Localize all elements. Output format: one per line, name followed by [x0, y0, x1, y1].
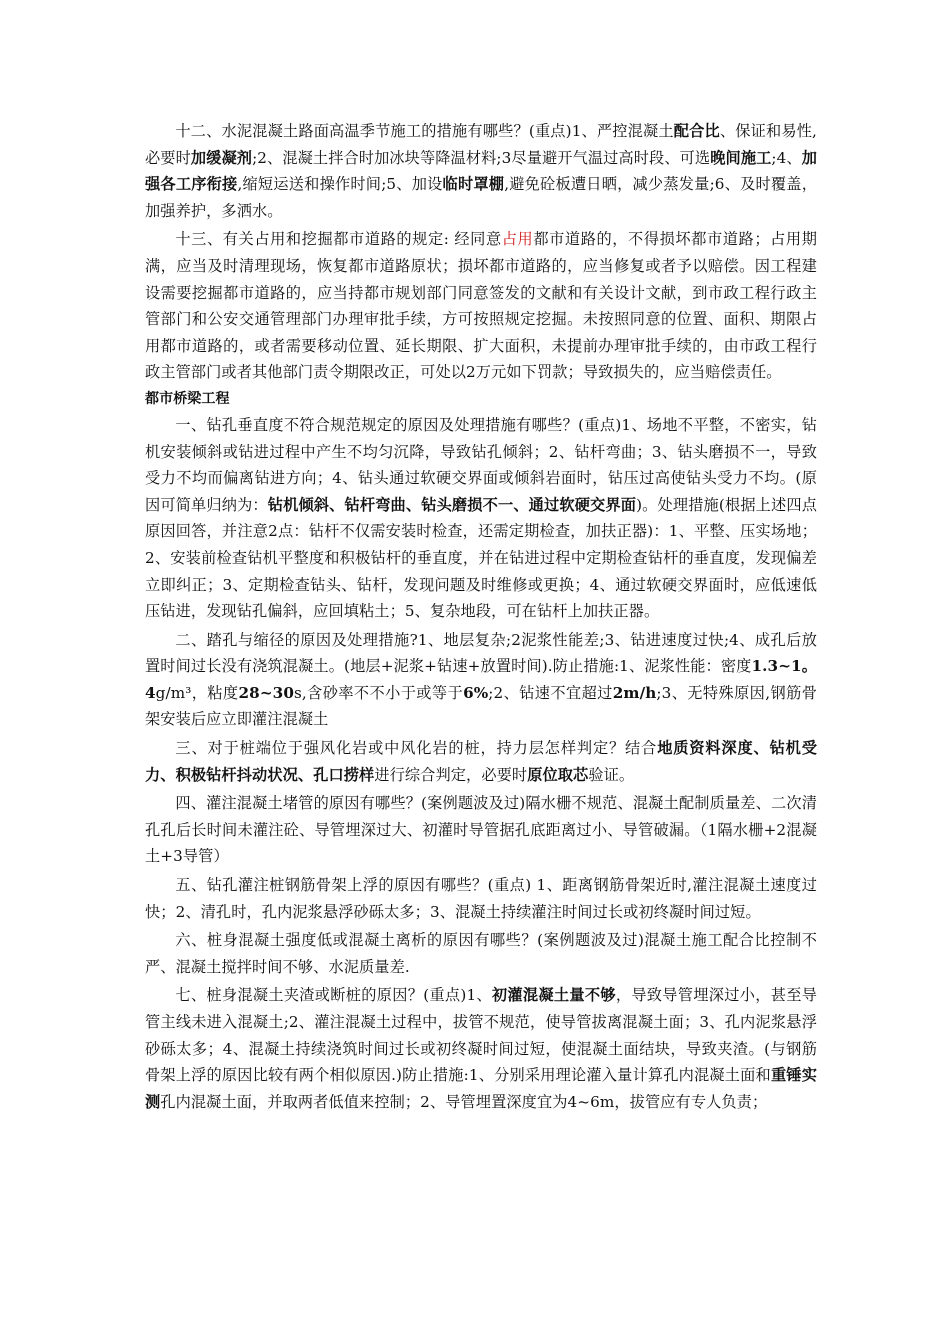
text-run: 七、桩身混凝土夹渣或断桩的原因？(重点)1、 [175, 986, 492, 1005]
bold-text: 重锤实测 [145, 1066, 817, 1111]
text-run: ,避免砼板遭日晒，减少蒸发量;6、及时覆盖，加强养护，多洒水。 [145, 175, 818, 220]
bold-text: 6% [463, 683, 489, 702]
bold-text: 2m/h [612, 683, 657, 702]
text-run: 二、踏孔与缩径的原因及处理措施?1、地层复杂;2泥浆性能差;3、钻进速度过快;4、成孔后放置时间过长没有浇筑混凝土。(地层+泥浆+钻速+放置时间).防止措施:1、泥浆性能：密度 [145, 630, 817, 676]
text-run: ;2、混凝土拌合时加冰块等降温材料;3尽量避开气温过高时段、可选 [252, 148, 711, 167]
text-run: s,含砂率不不小于或等于 [294, 683, 464, 702]
paragraph-b3 [145, 735, 817, 788]
text-run: 十二、水泥混凝土路面高温季节施工的措施有哪些？(重点)1、严控混凝土 [175, 122, 674, 140]
text-run: )。处理措施(根据上述四点原因回答，并注意2点：钻杆不仅需安装时检查，还需定期检查，加扶正器)：1、平整、压实场地；2、安装前检查钻机平整度和积极钻杆的垂直度，并在钻进过程中定期检查钻杆的垂直度，发现偏差立即纠正；3、定期检查钻头、钻杆，发现问题及时维修或更换；4、通过软硬交界面时，应低速低压钻进，发现钻孔偏斜，应回填粘土；5、复杂地段，可在钻杆上加扶正器。 [145, 495, 818, 621]
paragraph-b5 [145, 872, 817, 925]
bold-text: 配合比 [673, 122, 720, 140]
text-run: 五、钻孔灌注桩钢筋骨架上浮的原因有哪些？(重点) 1、距离钢筋骨架近时,灌注混凝土速度过快；2、清孔时，孔内泥浆悬浮砂砾太多；3、混凝土持续灌注时间过长或初终凝时间过短。 [145, 876, 817, 921]
bold-text: 地质资料深度、钻机受力、积极钻杆抖动状况、孔口捞样 [145, 739, 818, 784]
bold-text: 1.3~1。4 [145, 657, 817, 702]
text-run: ;3、无特殊原因,钢筋骨架安装后应立即灌注混凝土 [145, 683, 817, 729]
bold-text: 初灌混凝土量不够 [491, 986, 616, 1005]
road-section [145, 118, 817, 386]
text-run: 六、桩身混凝土强度低或混凝土离析的原因有哪些？(案例题波及过)混凝土施工配合比控制不严、混凝土搅拌时间不够、水泥质量差. [145, 931, 817, 976]
bridge-section [145, 412, 817, 1115]
paragraph-b4 [145, 790, 817, 870]
bold-text: 晚间施工 [710, 148, 772, 167]
document-page [145, 118, 817, 1115]
paragraph-b7 [145, 982, 817, 1115]
text-run: ，导致导管埋深过小，甚至导管主线未进入混凝土;2、灌注混凝土过程中，拔管不规范，使导管拔离混凝土面；3、孔内泥浆悬浮砂砾太多；4、混凝土持续浇筑时间过长或初终凝时间过短，使混凝土面结块，导致夹渣。(与钢筋骨架上浮的原因比较有两个相似原因.)防止措施:1、分别采用理论灌入量计算孔内混凝土面和 [145, 986, 817, 1085]
bold-text: 钻机倾斜、钻杆弯曲、钻头磨损不一、通过软硬交界面 [267, 495, 637, 514]
bold-text: 28~30 [238, 683, 294, 702]
text-run: 都市道路的，不得损坏都市道路；占用期满，应当及时清理现场，恢复都市道路原状；损坏都市道路的，应当修复或者予以赔偿。因工程建设需要挖掘都市道路的，应当持都市规划部门同意签发的文献和有关设计文献，到市政工程行政主管部门和公安交通管理部门办理审批手续，方可按照规定挖掘。未按照同意的位置、面积、期限占用都市道路的，或者需要移动位置、延长期限、扩大面积，未提前办理审批手续的，由市政工程行政主管部门或者其他部门责令期限改正，可处以2万元如下罚款；导致损失的，应当赔偿责任。 [145, 230, 817, 382]
bold-text: 加强各工序衔接 [145, 148, 817, 194]
text-run: ;4、 [771, 148, 802, 167]
paragraph-b2 [145, 627, 817, 733]
paragraph-p12 [145, 118, 817, 224]
text-run: 三、对于桩端位于强风化岩或中风化岩的桩，持力层怎样判定？结合 [175, 739, 658, 758]
text-run: 进行综合判定，必要时 [374, 765, 528, 784]
text-run: 孔内混凝土面，并取两者低值来控制；2、导管埋置深度宜为4~6m，拔管应有专人负责； [160, 1092, 768, 1111]
text-run: 验证。 [588, 765, 635, 784]
bold-text: 加缓凝剂 [190, 148, 253, 167]
text-run: 一、钻孔垂直度不符合规范规定的原因及处理措施有哪些？(重点)1、场地不平整，不密实，钻机安装倾斜或钻进过程中产生不均匀沉降，导致钻孔倾斜；2、钻杆弯曲；3、钻头磨损不一，导致受力不均而偏离钻进方向；4、钻头通过软硬交界面或倾斜岩面时，钻压过高使钻头受力不均。(原因可简单归纳为： [145, 415, 817, 514]
paragraph-b1 [145, 412, 817, 625]
text-run: 、保证和易性,必要时 [145, 122, 817, 167]
text-run: 四、灌注混凝土堵管的原因有哪些？(案例题波及过)隔水栅不规范、混凝土配制质量差、二次清孔孔后长时间未灌注砼、导管埋深过大、初灌时导管据孔底距离过小、导管破漏。（1隔水栅+2混凝土+3导管） [145, 794, 817, 866]
text-run: g/m³，粘度 [155, 683, 239, 702]
text-run: 十三、有关占用和挖掘都市道路的规定: 经同意 [175, 230, 502, 249]
text-run: ,缩短运送和操作时间;5、加设 [237, 175, 443, 194]
text-run: ;2、钻速不宜超过 [488, 683, 613, 702]
paragraph-p13 [145, 226, 817, 386]
paragraph-b6 [145, 927, 817, 980]
bold-text: 临时罩棚 [442, 175, 505, 194]
section-title: 都市桥梁工程 [145, 390, 230, 407]
highlight-text: 占用 [501, 230, 534, 249]
bold-text: 原位取芯 [527, 765, 589, 784]
